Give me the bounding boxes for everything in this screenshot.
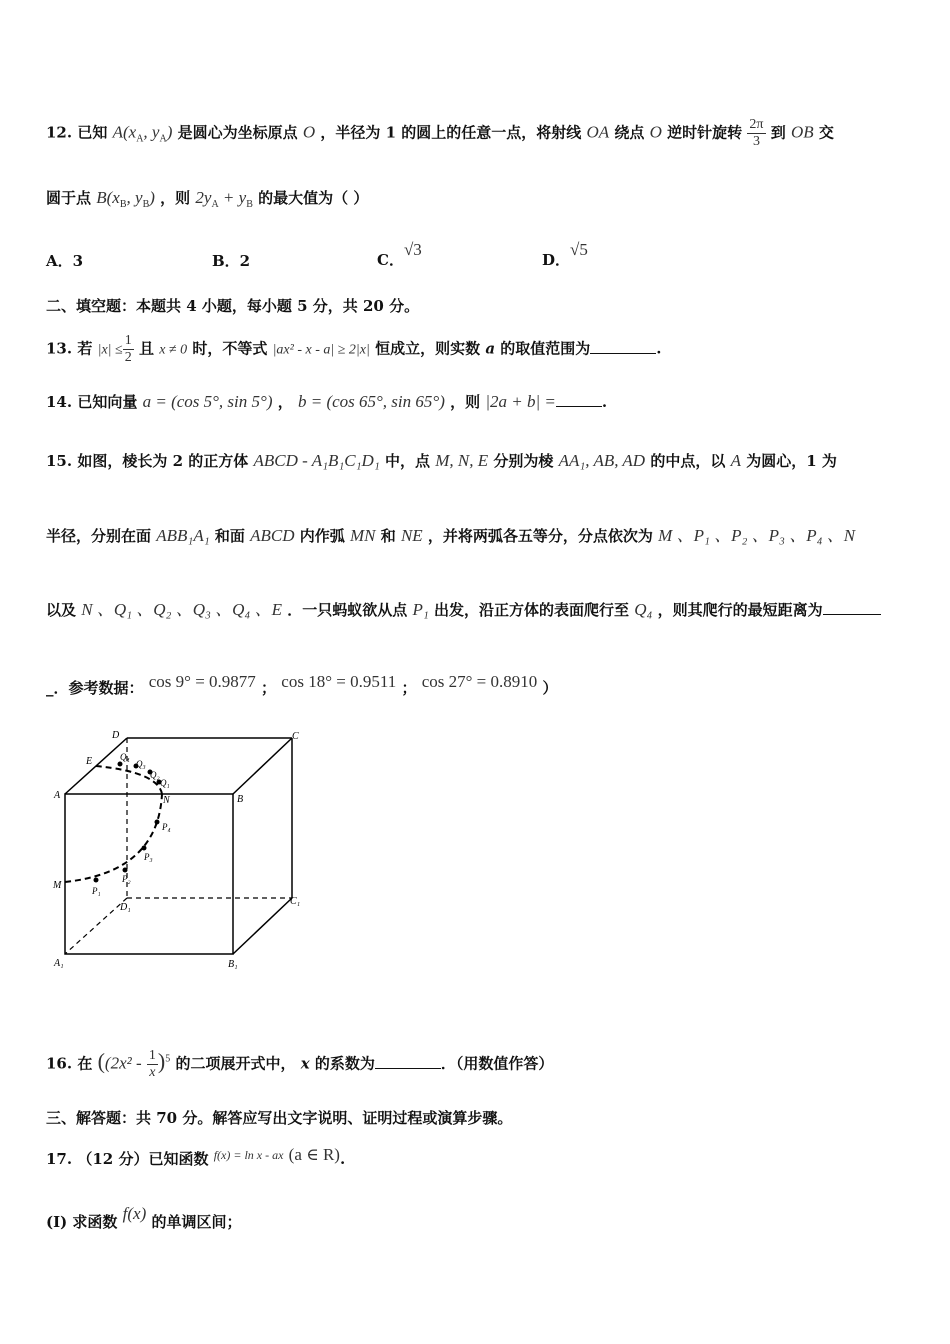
label-q3: Q₃ — [136, 759, 146, 769]
q15-line4: _．参考数据： cos 9° = 0.9877 ； cos 18° = 0.9511 ； cos 27° = 0.8910 ） — [46, 672, 558, 697]
label-d: D — [112, 730, 120, 741]
edge-b1c1 — [233, 898, 292, 954]
point-p3 — [142, 846, 147, 851]
q13-line: 13. 若 |x| ≤ $\frac{1}{2}$ 且 x ≠ 0 时，不等式 |ax² - x - a| ≥ 2|x| 恒成立，则实数 a 的取值范围为 . — [46, 333, 662, 365]
q14-answer-blank[interactable] — [556, 392, 602, 407]
q12-angle-fraction: $\frac{2\pi}{3}$ — [749, 117, 764, 149]
q12-option-a[interactable]: A．3 — [46, 252, 84, 270]
front-face — [65, 794, 233, 954]
q12-option-d[interactable]: D．√5 — [542, 240, 588, 269]
q15-answer-blank[interactable] — [823, 600, 881, 615]
q15-line1: 15. 如图，棱长为 2 的正方体 ABCD - A₁B₁C₁D₁ 中，点 M, N, E 分别为棱 AA₁, AB, AD 的中点，以 A 为圆心，1 为 — [46, 451, 837, 470]
point-p4 — [155, 820, 160, 825]
q14-line: 14. 已知向量 a = (cos 5°, sin 5°) ， b = (cos 65°, sin 65°) ，则 |2a + b| = . — [46, 392, 608, 411]
q16-answer-blank[interactable] — [375, 1054, 441, 1069]
point-p2 — [123, 868, 128, 873]
q12-number: 12. — [46, 123, 73, 142]
label-n: N — [163, 795, 170, 806]
edge-d1a1 — [65, 898, 127, 954]
edge-bc — [233, 738, 292, 794]
label-p4: P₄ — [162, 822, 171, 832]
label-b1: B₁ — [228, 959, 238, 970]
section3-title: 三、解答题：共 70 分。解答应写出文字说明、证明过程或演算步骤。 — [46, 1109, 513, 1127]
q12-option-c[interactable]: C．√3 — [377, 240, 422, 269]
label-m: M — [53, 880, 62, 891]
label-p3: P₃ — [144, 852, 153, 862]
section2-title: 二、填空题：本题共 4 小题，每小题 5 分，共 20 分。 — [46, 297, 420, 315]
q15-line3: 以及 N 、Q₁ 、Q₂ 、Q₃ 、Q₄ 、E ．一只蚂蚁欲从点 P₁ 出发，沿正方体的表面爬行至 Q₄ ，则其爬行的最短距离为 — [46, 600, 881, 620]
q16-line: 16. 在 ((2x² - $\frac{1}{x}$ )$^5$ 的二项展开式中， x 的系数为 ．（用数值作答） — [46, 1048, 554, 1080]
q17-line: 17. （12 分）已知函数 $^{f(x) = ln x - ax}$ (a ∈ R). — [46, 1145, 346, 1168]
label-a1: A₁ — [54, 958, 64, 969]
label-q1: Q₁ — [160, 778, 170, 788]
point-p1 — [94, 878, 99, 883]
cube-figure — [40, 722, 320, 982]
label-c: C — [292, 731, 299, 742]
q12-option-b[interactable]: B．2 — [212, 252, 251, 270]
q15-line2: 半径，分别在面 ABB₁A₁ 和面 ABCD 内作弧 MN 和 NE ，并将两弧各五等分，分点依次为 M 、P₁ 、P₂ 、P₃ 、P₄ 、N — [46, 526, 856, 545]
q13-answer-blank[interactable] — [590, 339, 656, 354]
label-e: E — [86, 756, 93, 767]
label-a: A — [54, 790, 61, 801]
arc-mn — [65, 794, 162, 882]
q12-line2: 圆于点 $B(x_B$, $y_B$) ，则 $2y_A + y_B$ 的最大值为（ ） — [46, 188, 369, 210]
label-c1: C₁ — [290, 896, 301, 907]
label-q4: Q₄ — [120, 752, 130, 762]
label-d1: D₁ — [120, 902, 131, 913]
point-q4 — [118, 762, 123, 767]
label-q2: Q₂ — [150, 770, 160, 780]
label-p2: P₂ — [122, 874, 131, 884]
q12-line1: 12. 已知 $A(x_A$, $y_A$) 是圆心为坐标原点 O ，半径为 1 的圆上的任意一点，将射线 OA 绕点 O 逆时针旋转 $\frac{2\pi}{3}$ 到 OB 交 — [46, 117, 834, 149]
label-p1: P₁ — [92, 886, 101, 896]
q17-part1: (I) 求函数 f(x) 的单调区间； — [46, 1204, 242, 1231]
label-b: B — [237, 794, 244, 805]
